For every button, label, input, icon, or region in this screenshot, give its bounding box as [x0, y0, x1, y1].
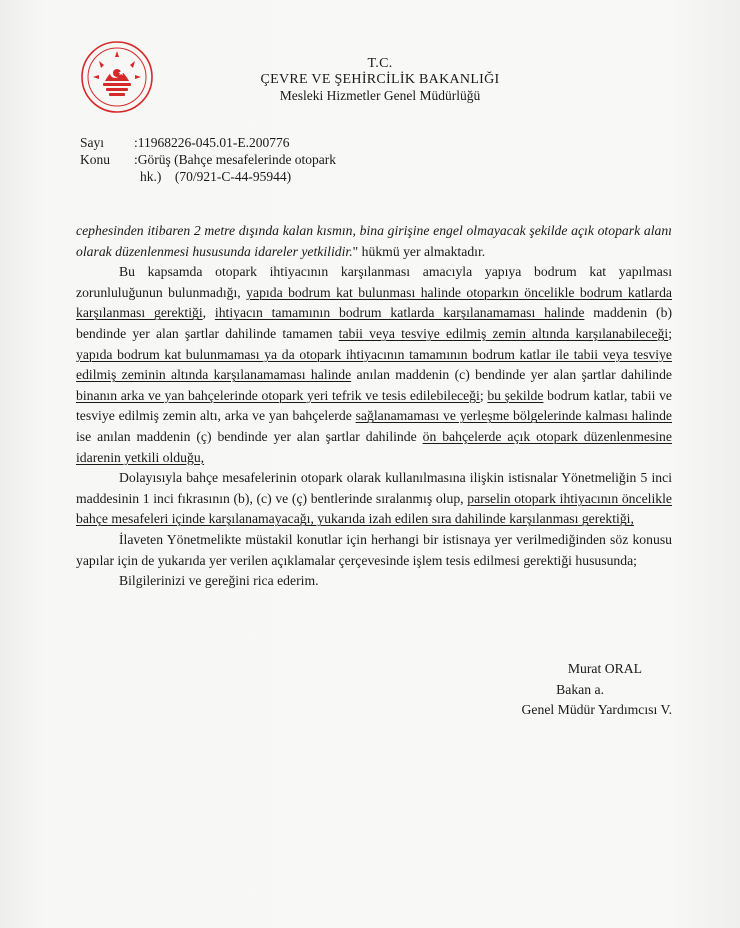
konu-row	[80, 151, 336, 168]
sayi-label: Sayı	[80, 135, 105, 150]
paragraph-1	[76, 221, 672, 262]
underlined-text: yapıda bodrum kat bulunmaması ya da otopark ihtiyacının tamamının bodrum katlar ile tabii veya tesviye edilmiş zeminin altında karşılanamaması halinde	[76, 346, 672, 383]
underlined-text: sağlanamaması ve yerleşme bölgelerinde kalması halinde	[355, 408, 672, 424]
ministry-emblem-icon	[79, 39, 155, 115]
paragraph-2: Bu kapsamda otopark ihtiyacının karşılanması amacıyla yapıya bodrum kat yapılması zorunluluğunun bulunmadığı, yapıda bodrum kat bulunması halinde otoparkın öncelikle bodrum katlarda karşılanması gerektiği, ihtiyacın tamamının bodrum katlarda karşılanamaması halinde maddenin (b) bendinde yer alan şartlar dahilinde tamamen tabii veya tesviye edilmiş zemin altında karşılanabileceği; yapıda bodrum kat bulunmaması ya da otopark ihtiyacının tamamının bodrum katlar ile tabii veya tesviye edilmiş zeminin altında karşılanamaması halinde anılan maddenin (c) bendinde yer alan şartlar dahilinde binanın arka ve yan bahçelerinde otopark yeri tefrik ve tesis edilebileceği; bu şekilde bodrum katlar, tabii ve tesviye edilmiş zemin altı, arka ve yan bahçelerde sağlanamaması ve yerleşme bölgelerinde kalması halinde ise anılan maddenin (ç) bendinde yer alan şartlar dahilinde ön bahçelerde açık otopark düzenlenmesine idarenin yetkili olduğu,	[76, 264, 672, 465]
underlined-text: binanın arka ve yan bahçelerinde otopark yeri tefrik ve tesis edilebileceği	[76, 387, 480, 403]
sayi-row	[80, 134, 336, 151]
underlined-text: tabii veya tesviye edilmiş zemin altında karşılanabileceği	[338, 325, 669, 341]
underlined-text: yapıda bodrum kat bulunması halinde otoparkın öncelikle bodrum katlarda karşılanması gerektiği	[76, 284, 672, 321]
ministry-name: ÇEVRE VE ŞEHİRCİLİK BAKANLIĞI	[260, 72, 500, 87]
signer-on-behalf: Bakan a.	[556, 681, 604, 697]
paragraph-4: İlaveten Yönetmelikte müstakil konutlar için herhangi bir istisnaya yer verilmediğinden söz konusu yapılar için de yukarıda yer verilen açıklamalar çerçevesinde işlem tesis edilmesi gerektiği hususunda;	[76, 531, 672, 568]
document-meta	[80, 134, 336, 185]
signer-title: Genel Müdür Yardımcısı V.	[521, 702, 672, 717]
signer-name: Murat ORAL	[567, 661, 642, 676]
konu-label: Konu	[80, 152, 110, 167]
letterhead	[240, 56, 520, 104]
underlined-text: ön bahçelerde açık otopark düzenlenmesine idarenin yetkili olduğu,	[76, 428, 672, 465]
konu-value: :Görüş (Bahçe mesafelerinde otopark	[134, 152, 337, 167]
paragraph-1-tail: " hükmü yer almaktadır.	[352, 243, 486, 259]
underlined-text: ihtiyacın tamamının bodrum katlarda karşılanamaması halinde	[214, 305, 585, 321]
underlined-text: bu şekilde	[487, 387, 544, 403]
quoted-regulation: cephesinden itibaren 2 metre dışında kalan kısmın, bina girişine engel olmayacak şekilde açık otopark alanı olarak düzenlenmesi hususunda idareler yetkilidir.	[76, 223, 672, 259]
underlined-text: parselin otopark ihtiyacının öncelikle bahçe mesafeleri içinde karşılanamayacağı, yukarıda izah edilen sıra dahilinde karşılanması gerektiği,	[76, 490, 672, 527]
letter-body	[76, 221, 672, 592]
signature-block	[522, 659, 672, 721]
tc-heading: T.C.	[367, 56, 393, 71]
paragraph-3: Dolayısıyla bahçe mesafelerinin otopark olarak kullanılmasına ilişkin istisnalar Yönetmeliğin 5 inci maddesinin 1 inci fıkrasının (b), (c) ve (ç) bentlerinde sıralanmış olup, parselin otopark ihtiyacının öncelikle bahçe mesafeleri içinde karşılanamayacağı, yukarıda izah edilen sıra dahilinde karşılanması gerektiği,	[76, 470, 672, 527]
sayi-value: :11968226-045.01-E.200776	[134, 135, 290, 150]
directorate-name: Mesleki Hizmetler Genel Müdürlüğü	[279, 88, 481, 103]
konu-continuation: hk.) (70/921-C-44-95944)	[140, 169, 292, 184]
paragraph-5: Bilgilerinizi ve gereğini rica ederim.	[119, 573, 319, 589]
